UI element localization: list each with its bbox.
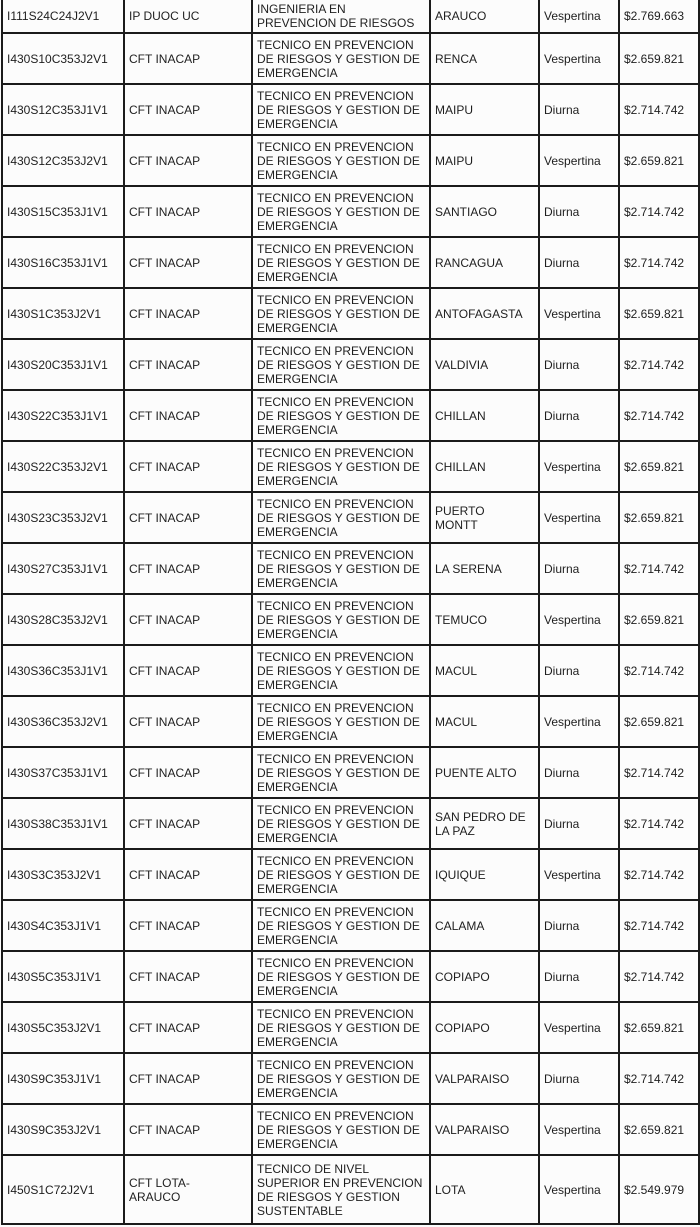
table-row <box>2 492 699 543</box>
city-cell: ARAUCO <box>430 0 539 33</box>
program-name-cell: TECNICO EN PREVENCION DE RIESGOS Y GESTION DE EMERGENCIA <box>252 1104 430 1155</box>
program-name-cell: TECNICO EN PREVENCION DE RIESGOS Y GESTION DE EMERGENCIA <box>252 798 430 849</box>
city-cell: RENCA <box>430 33 539 84</box>
program-name-cell: TECNICO EN PREVENCION DE RIESGOS Y GESTION DE EMERGENCIA <box>252 288 430 339</box>
institution-cell: CFT INACAP <box>124 594 252 645</box>
program-name-cell: TECNICO EN PREVENCION DE RIESGOS Y GESTION DE EMERGENCIA <box>252 84 430 135</box>
program-name-cell: TECNICO EN PREVENCION DE RIESGOS Y GESTION DE EMERGENCIA <box>252 339 430 390</box>
institution-cell: CFT INACAP <box>124 645 252 696</box>
schedule-cell: Vespertina <box>539 33 619 84</box>
institution-cell: CFT INACAP <box>124 237 252 288</box>
program-code-cell: I430S9C353J2V1 <box>2 1104 124 1155</box>
schedule-cell: Diurna <box>539 339 619 390</box>
institution-cell: CFT INACAP <box>124 543 252 594</box>
table-row <box>2 84 699 135</box>
schedule-cell: Vespertina <box>539 849 619 900</box>
program-name-cell: INGENIERIA EN PREVENCION DE RIESGOS <box>252 0 430 33</box>
program-code-cell: I430S38C353J1V1 <box>2 798 124 849</box>
schedule-cell: Vespertina <box>539 0 619 33</box>
city-cell: ANTOFAGASTA <box>430 288 539 339</box>
schedule-cell: Diurna <box>539 1053 619 1104</box>
table-row <box>2 696 699 747</box>
institution-cell: CFT INACAP <box>124 1104 252 1155</box>
table-row <box>2 441 699 492</box>
table-row <box>2 594 699 645</box>
program-offers-table <box>1 0 700 1225</box>
program-code-cell: I430S16C353J1V1 <box>2 237 124 288</box>
city-cell: LOTA <box>430 1155 539 1224</box>
schedule-cell: Vespertina <box>539 288 619 339</box>
price-cell: $2.659.821 <box>619 1002 699 1053</box>
schedule-cell: Vespertina <box>539 696 619 747</box>
table-row <box>2 135 699 186</box>
city-cell: CHILLAN <box>430 390 539 441</box>
price-cell: $2.714.742 <box>619 543 699 594</box>
program-code-cell: I430S5C353J1V1 <box>2 951 124 1002</box>
city-cell: IQUIQUE <box>430 849 539 900</box>
program-name-cell: TECNICO EN PREVENCION DE RIESGOS Y GESTION DE EMERGENCIA <box>252 747 430 798</box>
city-cell: TEMUCO <box>430 594 539 645</box>
institution-cell: CFT INACAP <box>124 696 252 747</box>
table-row <box>2 237 699 288</box>
schedule-cell: Diurna <box>539 186 619 237</box>
price-cell: $2.714.742 <box>619 747 699 798</box>
program-name-cell: TECNICO EN PREVENCION DE RIESGOS Y GESTION DE EMERGENCIA <box>252 645 430 696</box>
table-row <box>2 849 699 900</box>
program-code-cell: I430S23C353J2V1 <box>2 492 124 543</box>
institution-cell: CFT INACAP <box>124 951 252 1002</box>
institution-cell: CFT INACAP <box>124 84 252 135</box>
price-cell: $2.714.742 <box>619 645 699 696</box>
table-row <box>2 339 699 390</box>
program-name-cell: TECNICO EN PREVENCION DE RIESGOS Y GESTION DE EMERGENCIA <box>252 594 430 645</box>
institution-cell: CFT INACAP <box>124 1002 252 1053</box>
institution-cell: CFT INACAP <box>124 849 252 900</box>
program-code-cell: I430S1C353J2V1 <box>2 288 124 339</box>
program-name-cell: TECNICO EN PREVENCION DE RIESGOS Y GESTION DE EMERGENCIA <box>252 33 430 84</box>
table-row <box>2 1002 699 1053</box>
program-name-cell: TECNICO EN PREVENCION DE RIESGOS Y GESTION DE EMERGENCIA <box>252 1002 430 1053</box>
schedule-cell: Vespertina <box>539 1155 619 1224</box>
table-row <box>2 33 699 84</box>
program-name-cell: TECNICO EN PREVENCION DE RIESGOS Y GESTION DE EMERGENCIA <box>252 135 430 186</box>
schedule-cell: Diurna <box>539 645 619 696</box>
price-cell: $2.659.821 <box>619 1104 699 1155</box>
program-name-cell: TECNICO EN PREVENCION DE RIESGOS Y GESTION DE EMERGENCIA <box>252 543 430 594</box>
schedule-cell: Vespertina <box>539 1002 619 1053</box>
schedule-cell: Diurna <box>539 900 619 951</box>
schedule-cell: Vespertina <box>539 594 619 645</box>
city-cell: MACUL <box>430 696 539 747</box>
institution-cell: CFT INACAP <box>124 900 252 951</box>
city-cell: CALAMA <box>430 900 539 951</box>
price-cell: $2.714.742 <box>619 237 699 288</box>
table-row <box>2 1104 699 1155</box>
institution-cell: CFT INACAP <box>124 747 252 798</box>
price-cell: $2.659.821 <box>619 441 699 492</box>
program-code-cell: I430S22C353J2V1 <box>2 441 124 492</box>
price-cell: $2.549.979 <box>619 1155 699 1224</box>
price-cell: $2.769.663 <box>619 0 699 33</box>
program-name-cell: TECNICO EN PREVENCION DE RIESGOS Y GESTION DE EMERGENCIA <box>252 237 430 288</box>
schedule-cell: Diurna <box>539 84 619 135</box>
price-cell: $2.714.742 <box>619 798 699 849</box>
program-name-cell: TECNICO EN PREVENCION DE RIESGOS Y GESTION DE EMERGENCIA <box>252 951 430 1002</box>
institution-cell: CFT INACAP <box>124 390 252 441</box>
table-row <box>2 798 699 849</box>
program-name-cell: TECNICO EN PREVENCION DE RIESGOS Y GESTION DE EMERGENCIA <box>252 849 430 900</box>
schedule-cell: Diurna <box>539 747 619 798</box>
program-code-cell: I430S36C353J2V1 <box>2 696 124 747</box>
price-cell: $2.714.742 <box>619 390 699 441</box>
city-cell: COPIAPO <box>430 951 539 1002</box>
program-offers-table-body <box>2 0 699 1224</box>
institution-cell: CFT INACAP <box>124 441 252 492</box>
city-cell: COPIAPO <box>430 1002 539 1053</box>
table-row <box>2 288 699 339</box>
schedule-cell: Diurna <box>539 390 619 441</box>
city-cell: PUERTO MONTT <box>430 492 539 543</box>
program-name-cell: TECNICO EN PREVENCION DE RIESGOS Y GESTION DE EMERGENCIA <box>252 186 430 237</box>
city-cell: SAN PEDRO DE LA PAZ <box>430 798 539 849</box>
program-code-cell: I430S4C353J1V1 <box>2 900 124 951</box>
city-cell: MACUL <box>430 645 539 696</box>
schedule-cell: Vespertina <box>539 1104 619 1155</box>
program-code-cell: I430S28C353J2V1 <box>2 594 124 645</box>
city-cell: VALPARAISO <box>430 1053 539 1104</box>
program-code-cell: I430S12C353J1V1 <box>2 84 124 135</box>
institution-cell: CFT INACAP <box>124 798 252 849</box>
city-cell: SANTIAGO <box>430 186 539 237</box>
program-code-cell: I430S20C353J1V1 <box>2 339 124 390</box>
table-row <box>2 1053 699 1104</box>
table-row <box>2 1155 699 1224</box>
program-code-cell: I430S22C353J1V1 <box>2 390 124 441</box>
price-cell: $2.659.821 <box>619 33 699 84</box>
schedule-cell: Vespertina <box>539 492 619 543</box>
program-code-cell: I430S36C353J1V1 <box>2 645 124 696</box>
program-code-cell: I430S3C353J2V1 <box>2 849 124 900</box>
institution-cell: CFT LOTA-ARAUCO <box>124 1155 252 1224</box>
table-row <box>2 900 699 951</box>
city-cell: MAIPU <box>430 135 539 186</box>
price-cell: $2.714.742 <box>619 84 699 135</box>
institution-cell: CFT INACAP <box>124 288 252 339</box>
program-code-cell: I430S10C353J2V1 <box>2 33 124 84</box>
program-name-cell: TECNICO EN PREVENCION DE RIESGOS Y GESTION DE EMERGENCIA <box>252 696 430 747</box>
program-name-cell: TECNICO EN PREVENCION DE RIESGOS Y GESTION DE EMERGENCIA <box>252 1053 430 1104</box>
price-cell: $2.659.821 <box>619 135 699 186</box>
city-cell: MAIPU <box>430 84 539 135</box>
program-code-cell: I430S27C353J1V1 <box>2 543 124 594</box>
institution-cell: CFT INACAP <box>124 492 252 543</box>
table-row <box>2 0 699 33</box>
program-code-cell: I430S37C353J1V1 <box>2 747 124 798</box>
price-cell: $2.714.742 <box>619 186 699 237</box>
city-cell: VALPARAISO <box>430 1104 539 1155</box>
institution-cell: CFT INACAP <box>124 135 252 186</box>
schedule-cell: Vespertina <box>539 441 619 492</box>
institution-cell: CFT INACAP <box>124 339 252 390</box>
price-cell: $2.659.821 <box>619 696 699 747</box>
price-cell: $2.714.742 <box>619 900 699 951</box>
program-code-cell: I430S5C353J2V1 <box>2 1002 124 1053</box>
program-name-cell: TECNICO EN PREVENCION DE RIESGOS Y GESTION DE EMERGENCIA <box>252 492 430 543</box>
city-cell: VALDIVIA <box>430 339 539 390</box>
schedule-cell: Diurna <box>539 951 619 1002</box>
table-row <box>2 543 699 594</box>
institution-cell: IP DUOC UC <box>124 0 252 33</box>
program-name-cell: TECNICO DE NIVEL SUPERIOR EN PREVENCION DE RIESGOS Y GESTION SUSTENTABLE <box>252 1155 430 1224</box>
table-row <box>2 390 699 441</box>
price-cell: $2.659.821 <box>619 492 699 543</box>
table-row <box>2 747 699 798</box>
program-name-cell: TECNICO EN PREVENCION DE RIESGOS Y GESTION DE EMERGENCIA <box>252 441 430 492</box>
city-cell: CHILLAN <box>430 441 539 492</box>
price-cell: $2.714.742 <box>619 849 699 900</box>
table-row <box>2 645 699 696</box>
city-cell: LA SERENA <box>430 543 539 594</box>
program-code-cell: I430S15C353J1V1 <box>2 186 124 237</box>
price-cell: $2.659.821 <box>619 594 699 645</box>
schedule-cell: Vespertina <box>539 135 619 186</box>
table-row <box>2 951 699 1002</box>
program-name-cell: TECNICO EN PREVENCION DE RIESGOS Y GESTION DE EMERGENCIA <box>252 390 430 441</box>
table-row <box>2 186 699 237</box>
program-name-cell: TECNICO EN PREVENCION DE RIESGOS Y GESTION DE EMERGENCIA <box>252 900 430 951</box>
price-cell: $2.659.821 <box>619 288 699 339</box>
schedule-cell: Diurna <box>539 798 619 849</box>
price-cell: $2.714.742 <box>619 339 699 390</box>
schedule-cell: Diurna <box>539 543 619 594</box>
institution-cell: CFT INACAP <box>124 186 252 237</box>
city-cell: PUENTE ALTO <box>430 747 539 798</box>
institution-cell: CFT INACAP <box>124 1053 252 1104</box>
program-code-cell: I111S24C24J2V1 <box>2 0 124 33</box>
price-cell: $2.714.742 <box>619 951 699 1002</box>
schedule-cell: Diurna <box>539 237 619 288</box>
program-code-cell: I430S12C353J2V1 <box>2 135 124 186</box>
city-cell: RANCAGUA <box>430 237 539 288</box>
price-cell: $2.714.742 <box>619 1053 699 1104</box>
program-code-cell: I430S9C353J1V1 <box>2 1053 124 1104</box>
institution-cell: CFT INACAP <box>124 33 252 84</box>
program-code-cell: I450S1C72J2V1 <box>2 1155 124 1224</box>
